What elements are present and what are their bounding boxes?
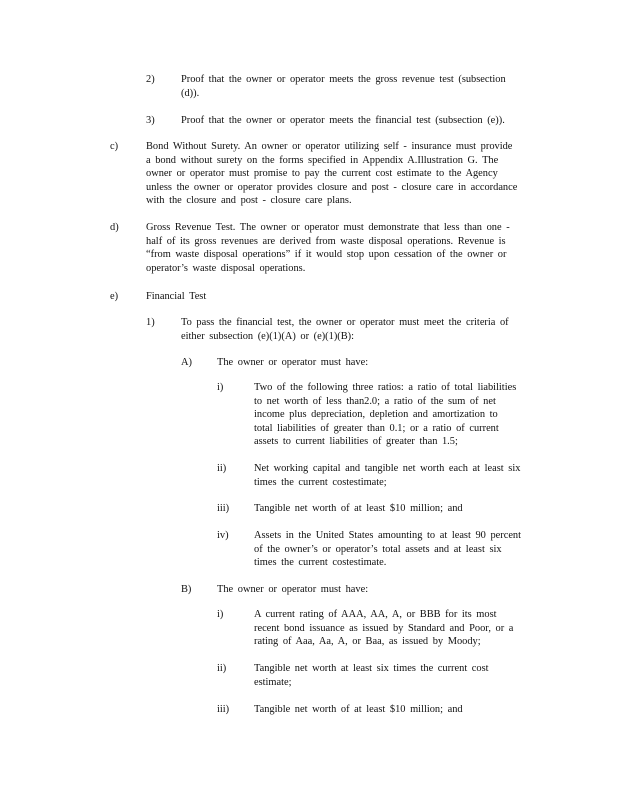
item-label: B) <box>181 584 192 595</box>
item-text: To pass the financial test, the owner or operator must meet the criteria of either subsection (e)(1)(A) or (e)(1)(B): <box>181 317 509 342</box>
item-label: c) <box>110 141 119 152</box>
item-text: The owner or operator must have: <box>217 357 369 368</box>
item-label: A) <box>181 357 192 368</box>
item-text: The owner or operator must have: <box>217 584 369 595</box>
item-text: Proof that the owner or operator meets the gross revenue test (subsection (d)). <box>181 74 506 99</box>
item-text: Tangible net worth of at least $10 million; and <box>254 704 463 715</box>
item-text: Two of the following three ratios: a ratio of total liabilities to net worth of less than2.0; a ratio of the sum of net income plus depreciation, depletion and amortization to total liabilities of greater than 0.1; or a ratio of current assets to current liabilities of greater than 1.5; <box>254 382 517 448</box>
item-text: Gross Revenue Test. The owner or operator must demonstrate that less than one - half of its gross revenues are derived from waste disposal operations. Revenue is “from waste disposal operations” if it would stop upon cessation of the owner or operator’s waste disposal operations. <box>146 222 510 274</box>
item-text: A current rating of AAA, AA, A, or BBB for its most recent bond issuance as issued by Standard and Poor, or a rating of Aaa, Aa, A, or Baa, as issued by Moody; <box>254 609 514 648</box>
item-label: i) <box>217 382 224 393</box>
item-text: Proof that the owner or operator meets the financial test (subsection (e)). <box>181 115 505 126</box>
item-text: Net working capital and tangible net worth each at least six times the current costestimate; <box>254 463 521 488</box>
item-label: ii) <box>217 463 227 474</box>
item-label: iii) <box>217 503 230 514</box>
item-label: d) <box>110 222 119 233</box>
item-text: Bond Without Surety. An owner or operator utilizing self - insurance must provide a bond without surety on the forms specified in Appendix A.Illustration G. The owner or operator must promise to pay the current cost estimate to the Agency unless the owner or operator provides closure and post - closure care in accordance with the closure and post - closure care plans. <box>146 141 518 207</box>
item-label: 3) <box>146 115 155 126</box>
item-label: 2) <box>146 74 155 85</box>
item-label: ii) <box>217 663 227 674</box>
item-label: 1) <box>146 317 155 328</box>
item-text: Tangible net worth at least six times the current cost estimate; <box>254 663 489 688</box>
item-label: i) <box>217 609 224 620</box>
item-label: iii) <box>217 704 230 715</box>
item-label: iv) <box>217 530 229 541</box>
item-label: e) <box>110 291 119 302</box>
item-text: Tangible net worth of at least $10 million; and <box>254 503 463 514</box>
item-text: Financial Test <box>146 291 207 302</box>
item-text: Assets in the United States amounting to at least 90 percent of the owner’s or operator’s total assets and at least six times the current costestimate. <box>254 530 522 569</box>
